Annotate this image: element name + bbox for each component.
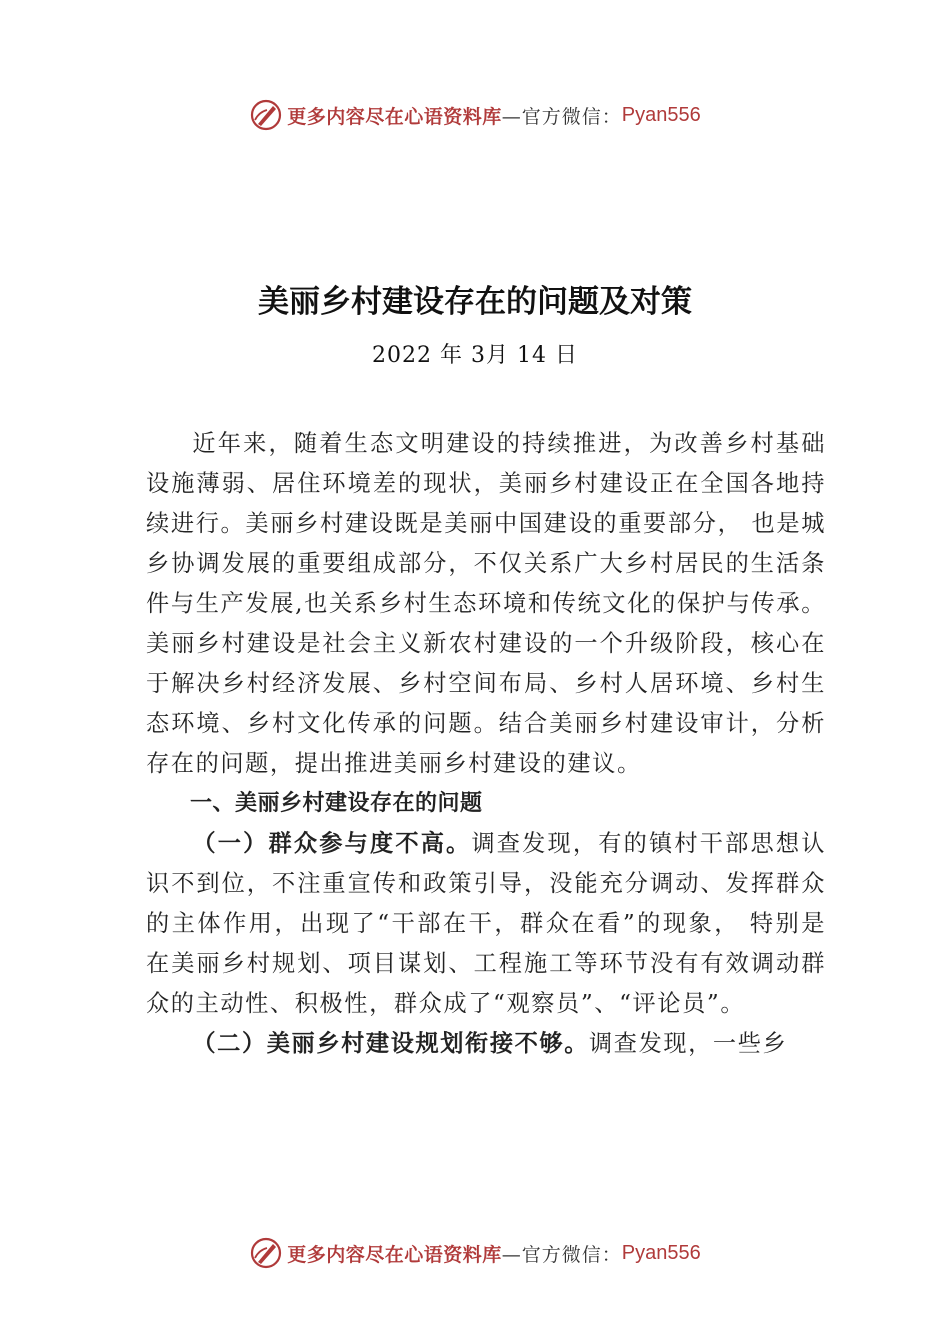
banner-official-label: —官方微信：	[501, 105, 622, 128]
item-lead-1: （一）群众参与度不高。	[192, 830, 472, 857]
item-paragraph-1	[146, 824, 826, 1024]
page-title: 美丽乡村建设存在的问题及对策	[258, 284, 692, 320]
item-lead-2: （二）美丽乡村建设规划衔接不够。	[192, 1030, 589, 1057]
item-text-1: 调查发现，有的镇村干部思想认识不到位，不注重宣传和政策引导，没能充分调动、发挥群众的主体作用，出现了“干部在干，群众在看”的现象， 特别是在美丽乡村规划、项目谋划、工程施工等环节没有有效调动群众的主动性、积极性，群众成了“观察员”、“评论员”。	[146, 830, 826, 1017]
intro-paragraph: 近年来，随着生态文明建设的持续推进，为改善乡村基础设施薄弱、居住环境差的现状，美丽乡村建设正在全国各地持续进行。美丽乡村建设既是美丽中国建设的重要部分， 也是城乡协调发展的重要组成部分，不仅关系广大乡村居民的生活条件与生产发展,也关系乡村生态环境和传统文化的保护与传承。美丽乡村建设是社会主义新农村建设的一个升级阶段，核心在于解决乡村经济发展、乡村空间布局、乡村人居环境、乡村生态环境、乡村文化传承的问题。结合美丽乡村建设审计，分析存在的问题，提出推进美丽乡村建设的建议。	[146, 430, 826, 777]
section-heading: 一、美丽乡村建设存在的问题	[190, 791, 483, 816]
header-banner	[0, 95, 950, 135]
quill-logo-icon	[249, 1236, 283, 1270]
footer-banner	[0, 1233, 950, 1273]
item-paragraph-2	[146, 1024, 826, 1064]
banner-brand-text: 更多内容尽在心语资料库	[287, 1243, 502, 1266]
banner-brand-text: 更多内容尽在心语资料库	[287, 105, 502, 128]
item-text-2: 调查发现，一些乡	[589, 1030, 788, 1057]
banner-official-label: —官方微信：	[501, 1243, 622, 1266]
document-date: 2022 年 3月 14 日	[372, 343, 578, 368]
quill-logo-icon	[249, 98, 283, 132]
banner-wechat-id: Pyan556	[621, 1241, 701, 1264]
document-body	[146, 424, 826, 1064]
banner-wechat-id: Pyan556	[621, 103, 701, 126]
